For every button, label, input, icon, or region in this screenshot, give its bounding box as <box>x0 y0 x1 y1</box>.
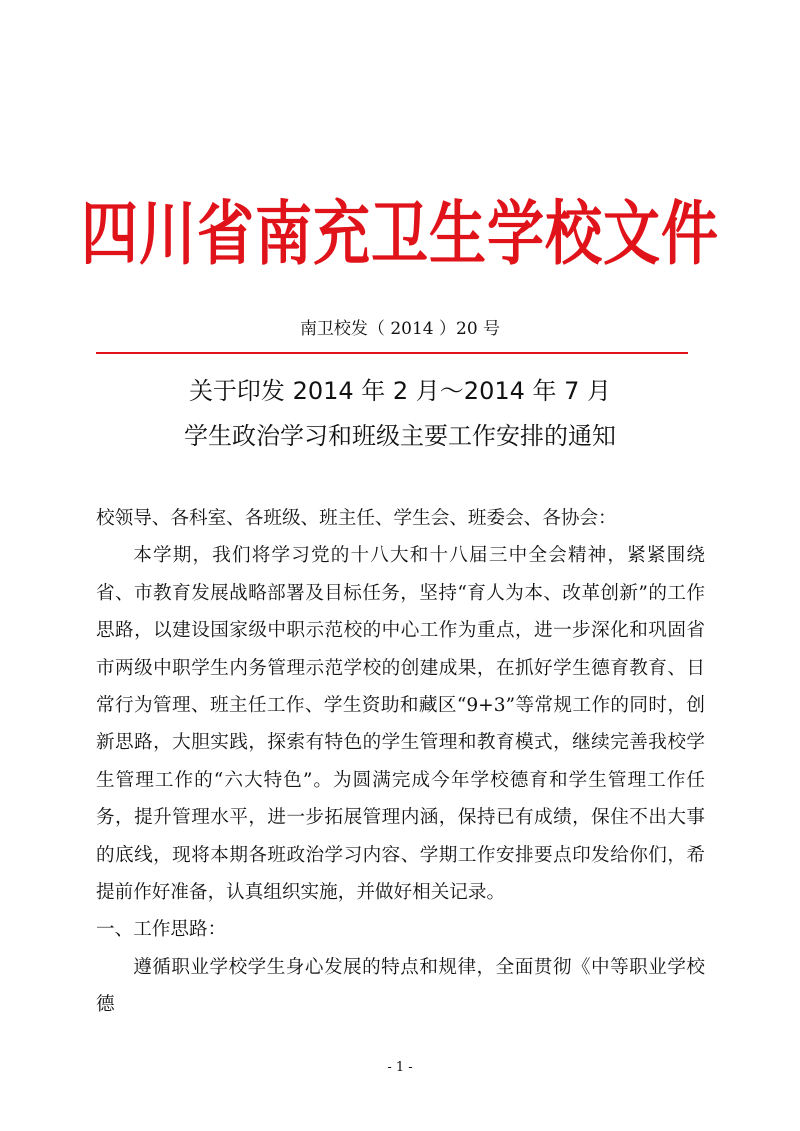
document-body <box>96 500 705 1024</box>
document-title-line-2: 学生政治学习和班级主要工作安排的通知 <box>184 422 616 450</box>
section-heading: 一、工作思路： <box>96 919 227 941</box>
page-number: - 1 - <box>387 1060 413 1075</box>
masthead-title: 四川省南充卫生学校文件 <box>81 193 719 275</box>
addressee-line: 校领导、各科室、各班级、班主任、学生会、班委会、各协会： <box>96 508 617 529</box>
body-paragraph: 遵循职业学校学生身心发展的特点和规律，全面贯彻《中等职业学校德 <box>96 956 705 1016</box>
document-title-line-1: 关于印发 2014 年 2 月～2014 年 7 月 <box>188 377 612 405</box>
document-number: 南卫校发（ 2014 ）20 号 <box>299 319 501 339</box>
body-paragraph: 本学期，我们将学习党的十八大和十八届三中全会精神，紧紧围绕省、市教育发展战略部署及目标任务，坚持“育人为本、改革创新”的工作思路，以建设国家级中职示范校的中心工作为重点，进一步深化和巩固省市两级中职学生内务管理示范学校的创建成果，在抓好学生德育教育、日常行为管理、班主任工作、学生资助和藏区“9+3”等常规工作的同时，创新思路，大胆实践，探索有特色的学生管理和教育模式，继续完善我校学生管理工作的“六大特色”。为圆满完成今年学校德育和学生管理工作任务，提升管理水平，进一步拓展管理内涵，保持已有成绩，保住不出大事的底线，现将本期各班政治学习内容、学期工作安排要点印发给你们，希提前作好准备，认真组织实施，并做好相关记录。 <box>96 545 705 904</box>
red-divider-line <box>96 352 688 354</box>
